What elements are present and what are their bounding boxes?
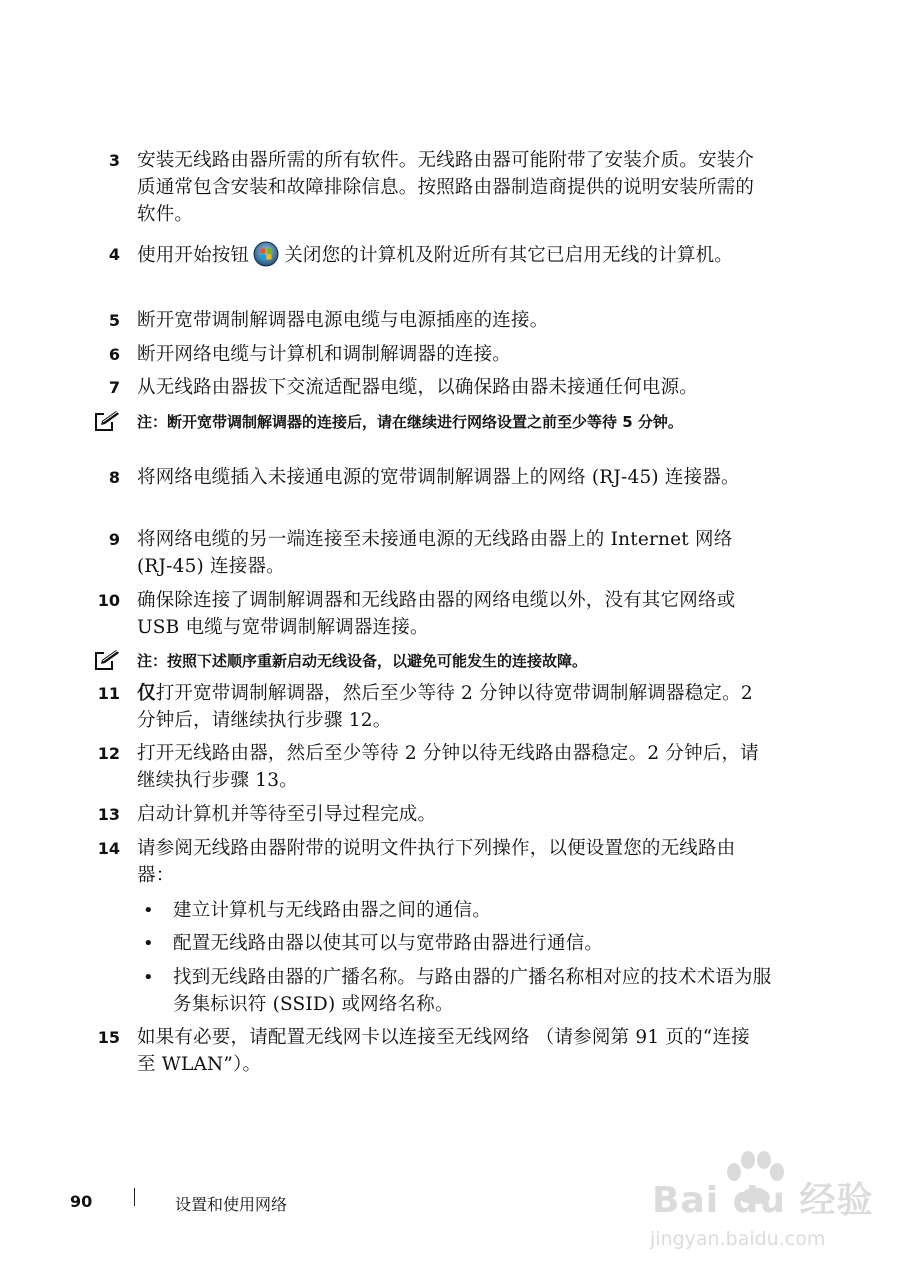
bullet-dot-icon: • [143, 933, 154, 954]
step-text: 将网络电缆插入未接通电源的宽带调制解调器上的网络 (RJ-45) 连接器。 [137, 467, 740, 488]
note-text: 注：按照下述顺序重新启动无线设备，以避免可能发生的连接故障。 [137, 652, 588, 670]
watermark-logo-text: Bai du 经验 [652, 1180, 874, 1221]
baidu-watermark [640, 1150, 880, 1260]
bullet-dot-icon: • [143, 900, 154, 921]
step-number: 11 [97, 684, 120, 703]
step-text: 从无线路由器拔下交流适配器电缆，以确保路由器未接通任何电源。 [137, 377, 699, 398]
step-number: 9 [108, 530, 120, 549]
bullet-text: 配置无线路由器以使其可以与宽带路由器进行通信。 [173, 933, 604, 954]
step-text: 确保除连接了调制解调器和无线路由器的网络电缆以外，没有其它网络或 USB 电缆与宽带调制解调器连接。 [137, 590, 736, 638]
step-number: 8 [108, 468, 120, 487]
step-number: 6 [108, 345, 120, 364]
watermark-url: jingyan.baidu.com [650, 1228, 826, 1250]
note-pencil-icon [92, 649, 122, 673]
step-text: 将网络电缆的另一端连接至未接通电源的无线路由器上的 Internet 网络 (RJ-45) 连接器。 [137, 529, 733, 577]
note-pencil-icon [92, 410, 122, 434]
section-title: 设置和使用网络 [175, 1195, 288, 1214]
step-text [137, 680, 767, 734]
step-number: 13 [97, 805, 120, 824]
step-text: 安装无线路由器所需的所有软件。无线路由器可能附带了安装介质。安装介质通常包含安装和故障排除信息。按照路由器制造商提供的说明安装所需的软件。 [137, 150, 755, 225]
step-text [137, 241, 767, 269]
note-text: 注：断开宽带调制解调器的连接后，请在继续进行网络设置之前至少等待 5 分钟。 [137, 413, 683, 431]
step-text: 请参阅无线路由器附带的说明文件执行下列操作，以便设置您的无线路由器： [137, 838, 736, 886]
step-number: 12 [97, 744, 120, 763]
step-number: 3 [108, 151, 120, 170]
step-text-body: 打开宽带调制解调器，然后至少等待 2 分钟以待宽带调制解调器稳定。2 分钟后，请继续执行步骤 12。 [137, 683, 753, 731]
step-text: 如果有必要，请配置无线网卡以连接至无线网络 （请参阅第 91 页的“连接至 WLAN”）。 [137, 1027, 750, 1075]
footer-divider [134, 1188, 135, 1206]
step-text-emphasis: 仅 [137, 683, 156, 704]
step-number: 4 [108, 245, 120, 264]
bullet-text: 找到无线路由器的广播名称。与路由器的广播名称相对应的技术术语为服务集标识符 (SSID) 或网络名称。 [173, 967, 772, 1015]
step-text-before-icon: 使用开始按钮 [137, 245, 250, 266]
step-text: 启动计算机并等待至引导过程完成。 [137, 804, 437, 825]
step-number: 10 [97, 591, 120, 610]
step-number: 14 [97, 839, 120, 858]
bullet-dot-icon: • [143, 967, 154, 988]
step-number: 7 [108, 378, 120, 397]
windows-start-icon [253, 241, 279, 267]
step-text: 断开网络电缆与计算机和调制解调器的连接。 [137, 344, 512, 365]
bullet-text: 建立计算机与无线路由器之间的通信。 [173, 900, 491, 921]
step-text-after-icon: 关闭您的计算机及附近所有其它已启用无线的计算机。 [284, 245, 734, 266]
step-number: 5 [108, 311, 120, 330]
page-number: 90 [70, 1192, 93, 1211]
step-text: 打开无线路由器，然后至少等待 2 分钟以待无线路由器稳定。2 分钟后，请继续执行步骤 13。 [137, 743, 759, 791]
step-number: 15 [97, 1028, 120, 1047]
step-text: 断开宽带调制解调器电源电缆与电源插座的连接。 [137, 310, 549, 331]
